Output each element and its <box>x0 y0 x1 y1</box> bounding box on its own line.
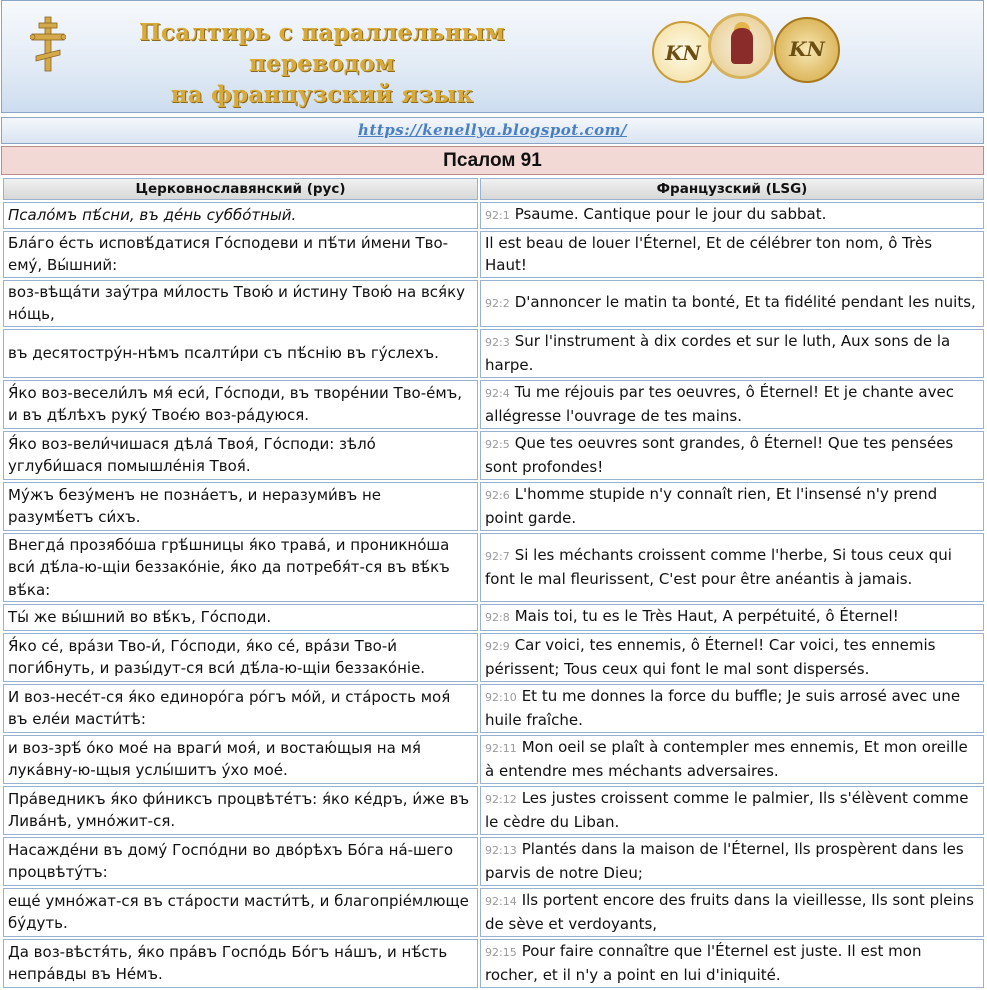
french-text: Plantés dans la maison de l'Éternel, Ils prospèrent dans les parvis de notre Dieu; <box>485 839 964 882</box>
french-text: Que tes oeuvres sont grandes, ô Éternel! Que tes pensées sont profondes! <box>485 433 954 476</box>
table-body <box>3 202 984 988</box>
saint-figure-icon <box>731 28 753 64</box>
table-header-row <box>3 178 984 200</box>
icon-logo <box>708 13 774 79</box>
table-row <box>3 633 984 682</box>
kn-logo-left <box>652 21 714 83</box>
church-slavonic-text: Я́ко воз-вели́чишася дѣла́ Твоя́, Го́споди: зѣло́ углуби́шася помышле́нія Твоя́. <box>3 431 478 480</box>
table-row <box>3 786 984 835</box>
church-slavonic-text: въ десятостру́н-нѣмъ псалти́ри съ пѣ́снію въ гу́слехъ. <box>3 329 478 378</box>
french-text-cell <box>480 837 984 886</box>
church-slavonic-text: И воз-несе́т-ся я́ко единоро́га ро́гъ мо́й, и ста́рость моя́ въ еле́и масти́тѣ: <box>3 684 478 733</box>
table-row <box>3 837 984 886</box>
french-text-cell <box>480 786 984 835</box>
french-text: Les justes croissent comme le palmier, Ils s'élèvent comme le cèdre du Liban. <box>485 788 969 831</box>
french-text-cell <box>480 431 984 480</box>
orthodox-cross-icon <box>30 15 66 73</box>
french-text: Ils portent encore des fruits dans la vieillesse, Ils sont pleins de sève et verdoyants, <box>485 890 974 933</box>
verse-number: 92:15 <box>485 945 517 959</box>
site-title-line2: на французский язык <box>170 81 474 108</box>
french-text: Pour faire connaître que l'Éternel est juste. Il est mon rocher, et il n'y a point en lui d'iniquité. <box>485 941 922 984</box>
verse-number: 92:7 <box>485 549 510 563</box>
verse-number: 92:12 <box>485 792 517 806</box>
church-slavonic-text: воз-вѣща́ти зау́тра ми́лость Твою́ и и́стину Твою́ на вся́ку но́щь, <box>3 280 478 327</box>
verse-number: 92:9 <box>485 639 510 653</box>
french-text-cell <box>480 482 984 531</box>
french-text-cell <box>480 604 984 631</box>
french-text-cell <box>480 939 984 988</box>
table-row <box>3 533 984 603</box>
verse-number: 92:1 <box>485 209 510 222</box>
site-title <box>82 17 562 110</box>
table-row <box>3 431 984 480</box>
french-text: Mon oeil se plaît à contempler mes ennemis, Et mon oreille à entendre mes méchants adversaires. <box>485 737 968 780</box>
church-slavonic-text: Ты́ же вы́шний во вѣ́къ, Го́споди. <box>3 604 478 631</box>
french-text-cell <box>480 380 984 429</box>
french-text: Tu me réjouis par tes oeuvres, ô Éternel! Et je chante avec allégresse l'ouvrage de tes mains. <box>485 382 954 425</box>
table-row <box>3 735 984 784</box>
french-text-cell <box>480 533 984 603</box>
french-text-cell <box>480 684 984 733</box>
kn-logo-left-text: KN <box>665 41 701 65</box>
french-text-cell <box>480 888 984 937</box>
church-slavonic-text: Бла́го е́сть исповѣ́датися Го́сподеви и пѣ́ти и́мени Тво-ему́, Вы́шний: <box>3 231 478 278</box>
table-row <box>3 202 984 229</box>
column-header-french: Французский (LSG) <box>480 178 984 200</box>
french-text: Et tu me donnes la force du buffle; Je suis arrosé avec une huile fraîche. <box>485 686 961 729</box>
verse-number: 92:13 <box>485 843 517 857</box>
french-text: Psaume. Cantique pour le jour du sabbat. <box>514 205 827 223</box>
table-row <box>3 482 984 531</box>
table-row <box>3 684 984 733</box>
verse-number: 92:14 <box>485 894 517 908</box>
church-slavonic-text: Я́ко воз-весели́лъ мя́ еси́, Го́споди, въ творе́нии Тво-е́мъ, и въ дѣ́лѣхъ руку́ Твоє́ю воз-ра́дуюся. <box>3 380 478 429</box>
church-slavonic-text: Псало́мъ пѣ́сни, въ де́нь суббо́тный. <box>3 202 478 229</box>
parallel-text-table <box>1 176 986 990</box>
french-text: L'homme stupide n'y connaît rien, Et l'insensé n'y prend point garde. <box>485 484 938 527</box>
french-text: Si les méchants croissent comme l'herbe, Si tous ceux qui font le mal fleurissent, C'est pour être anéantis à jamais. <box>485 545 952 589</box>
verse-number: 92:4 <box>485 386 510 400</box>
french-text: Sur l'instrument à dix cordes et sur le luth, Aux sons de la harpe. <box>485 331 951 374</box>
verse-number: 92:8 <box>485 611 510 624</box>
french-text-cell <box>480 202 984 229</box>
site-header <box>1 0 984 113</box>
verse-number: 92:2 <box>485 296 510 310</box>
french-text-cell <box>480 735 984 784</box>
church-slavonic-text: Насажде́ни въ дому́ Госпо́дни во дво́рѣхъ Бо́га на́-шего процвѣту́тъ: <box>3 837 478 886</box>
french-text: Il est beau de louer l'Éternel, Et de célébrer ton nom, ô Très Haut! <box>485 233 933 274</box>
verse-number: 92:3 <box>485 335 510 349</box>
psalm-title: Псалом 91 <box>1 146 984 175</box>
table-row <box>3 329 984 378</box>
verse-number: 92:11 <box>485 741 517 755</box>
french-text-cell <box>480 231 984 278</box>
verse-number: 92:10 <box>485 690 517 704</box>
table-row <box>3 231 984 278</box>
french-text: Mais toi, tu es le Très Haut, A perpétuité, ô Éternel! <box>514 607 899 625</box>
verse-number: 92:5 <box>485 437 510 451</box>
site-title-line1: Псалтирь с параллельным переводом <box>139 19 505 77</box>
church-slavonic-text: еще́ умно́жат-ся въ ста́рости масти́тѣ, и благопріе́млюще бу́дуть. <box>3 888 478 937</box>
verse-number: 92:6 <box>485 488 510 502</box>
table-row <box>3 939 984 988</box>
church-slavonic-text: Пра́ведникъ я́ко фи́никсъ процвѣте́тъ: я́ко ке́дръ, и́же въ Лива́нѣ, умно́жит-ся. <box>3 786 478 835</box>
church-slavonic-text: и воз-зрѣ́ о́ко мое́ на враги́ моя́, и востаю́щыя на мя́ лука́вну-ю-щыя услы́шитъ у́хо мое́. <box>3 735 478 784</box>
french-text-cell <box>480 280 984 327</box>
french-text: D'annoncer le matin ta bonté, Et ta fidélité pendant les nuits, <box>514 292 976 311</box>
church-slavonic-text: Внегда́ прозябо́ша грѣ́шницы я́ко трава́, и проникно́ша вси́ дѣ́ла-ю-щіи беззако́ніе, я́ко да потребя́т-ся въ вѣ́къ вѣ́ка: <box>3 533 478 603</box>
church-slavonic-text: Я́ко се́, вра́зи Тво-и́, Го́споди, я́ко се́, вра́зи Тво-и́ поги́бнуть, и разы́дут-ся вси́ дѣ́ла-ю-щіи беззако́ніе. <box>3 633 478 682</box>
kn-logo-right-text: KN <box>789 37 825 61</box>
french-text: Car voici, tes ennemis, ô Éternel! Car voici, tes ennemis périssent; Tous ceux qui font le mal sont dispersés. <box>485 635 936 678</box>
french-text-cell <box>480 633 984 682</box>
table-row <box>3 604 984 631</box>
french-text-cell <box>480 329 984 378</box>
church-slavonic-text: Да воз-вѣстя́ть, я́ко пра́въ Госпо́дь Бо́гъ на́шъ, и нѣ́сть непра́вды въ Не́мъ. <box>3 939 478 988</box>
table-row <box>3 380 984 429</box>
table-row <box>3 888 984 937</box>
column-header-church-slavonic: Церковнославянский (рус) <box>3 178 478 200</box>
blog-link[interactable]: https://kenellya.blogspot.com/ <box>358 121 627 139</box>
table-row <box>3 280 984 327</box>
kn-logo-right <box>774 17 840 83</box>
church-slavonic-text: Му́жъ безу́менъ не позна́етъ, и неразуми́въ не разумѣ́етъ си́хъ. <box>3 482 478 531</box>
url-bar <box>1 117 984 144</box>
